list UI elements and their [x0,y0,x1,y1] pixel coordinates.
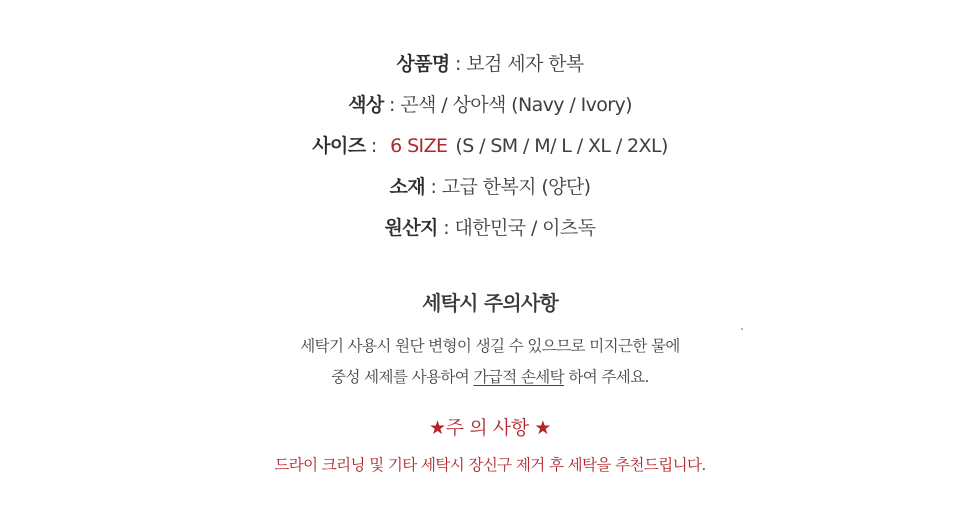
spec-size [0,131,980,158]
spec-separator: : [449,53,467,75]
spec-size-highlight: 6 SIZE [390,135,448,157]
stray-dot [741,328,743,330]
spec-label-origin: 원산지 [384,217,438,239]
spec-label-color: 색상 [348,94,384,116]
spec-separator: : [437,217,455,239]
care-instruction-line-1: 세탁기 사용시 원단 변형이 생길 수 있으므로 미지근한 물에 [300,337,680,355]
care-emphasis-handwash: 가급적 손세탁 [473,368,565,386]
spec-separator: : [425,176,442,198]
care-line2-after: 하여 주세요. [564,368,649,386]
spec-separator: : [365,135,383,157]
spec-origin [0,213,980,240]
spec-value-size: (S / SM / M/ L / XL / 2XL) [455,135,668,157]
spec-material [0,172,980,199]
warning-text: 드라이 크리닝 및 기타 세탁시 장신구 제거 후 세탁을 추천드립니다. [274,456,706,474]
spec-value-material: 고급 한복지 (양단) [441,176,591,198]
warning-title: ★주 의 사항 ★ [428,417,551,439]
spec-label-material: 소재 [389,176,426,198]
spec-value-color: 곤색 / 상아색 (Navy / Ivory) [400,94,632,116]
care-instruction-line-2 [0,365,980,387]
spec-product-name [0,49,980,76]
care-line2-before: 중성 세제를 사용하여 [331,368,474,386]
spec-label-name: 상품명 [396,53,450,75]
spec-label-size: 사이즈 [312,135,366,157]
spec-value-origin: 대한민국 / 이츠독 [454,217,596,239]
spec-separator: : [383,94,401,116]
spec-value-name: 보검 세자 한복 [466,53,584,75]
spec-color [0,90,980,117]
care-title: 세탁시 주의사항 [422,291,558,315]
